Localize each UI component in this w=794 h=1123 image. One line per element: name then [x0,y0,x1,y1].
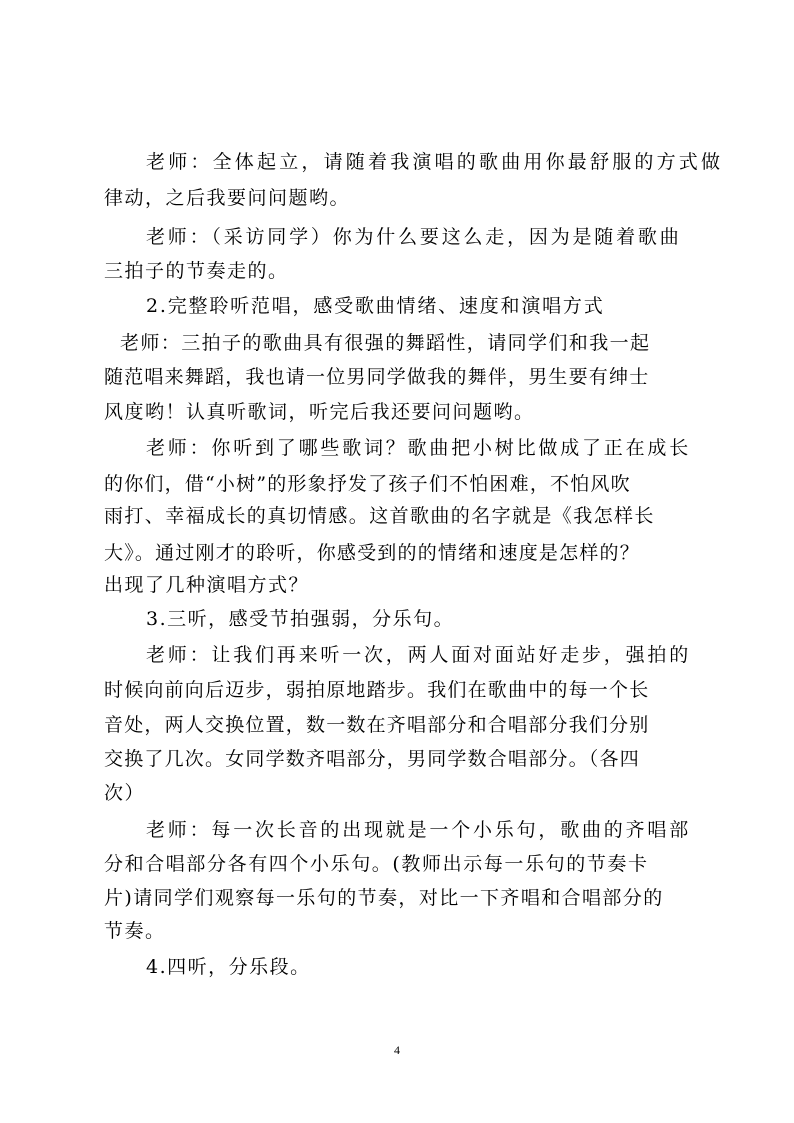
body-line-19: 次） [104,782,146,804]
section-heading-3: 3.三听，感受节拍强弱，分乐句。 [146,608,455,630]
body-line-7: 随范唱来舞蹈，我也请一位男同学做我的舞伴，男生要有绅士 [104,366,650,388]
body-line-4: 三拍子的节奏走的。 [104,260,289,282]
body-line-11: 雨打、幸福成长的真切情感。这首歌曲的名字就是《我怎样长 [104,505,655,527]
section-heading-4: 4.四听，分乐段。 [146,956,311,978]
body-line-6: 老师：三拍子的歌曲具有很强的舞蹈性，请同学们和我一起 [120,332,651,354]
body-line-9: 老师：你听到了哪些歌词？歌曲把小树比做成了正在成长 [146,437,692,459]
body-line-15: 老师：让我们再来听一次，两人面对面站好走步，强拍的 [146,644,692,666]
page-number: 4 [394,1043,400,1057]
body-line-12: 大》。通过刚才的聆听，你感受到的的情绪和速度是怎样的？ [104,542,640,564]
body-line-10: 的你们，借“小树”的形象抒发了孩子们不怕困难，不怕风吹 [104,473,631,495]
body-line-23: 节奏。 [104,920,166,942]
body-line-17: 音处，两人交换位置，数一数在齐唱部分和合唱部分我们分别 [104,714,650,736]
body-line-21: 分和合唱部分各有四个小乐句。(教师出示每一乐句的节奏卡 [104,853,649,875]
body-line-18: 交换了几次。女同学数齐唱部分，男同学数合唱部分。（各四 [104,748,640,770]
body-line-16: 时候向前向后迈步，弱拍原地踏步。我们在歌曲中的每一个长 [104,679,650,701]
body-line-3: 老师：（采访同学）你为什么要这么走，因为是随着歌曲 [146,226,682,248]
body-line-22: 片)请同学们观察每一乐句的节奏，对比一下齐唱和合唱部分的 [104,887,664,909]
body-line-2: 律动，之后我要问问题哟。 [104,187,351,209]
body-line-13: 出现了几种演唱方式？ [104,574,310,596]
section-heading-2: 2.完整聆听范唱，感受歌曲情绪、速度和演唱方式 [146,295,605,317]
body-line-1: 老师：全体起立，请随着我演唱的歌曲用你最舒服的方式做 [146,151,724,173]
body-line-20: 老师：每一次长音的出现就是一个小乐句，歌曲的齐唱部 [146,819,692,841]
body-line-8: 风度哟！认真听歌词，听完后我还要问问题哟。 [104,401,535,423]
